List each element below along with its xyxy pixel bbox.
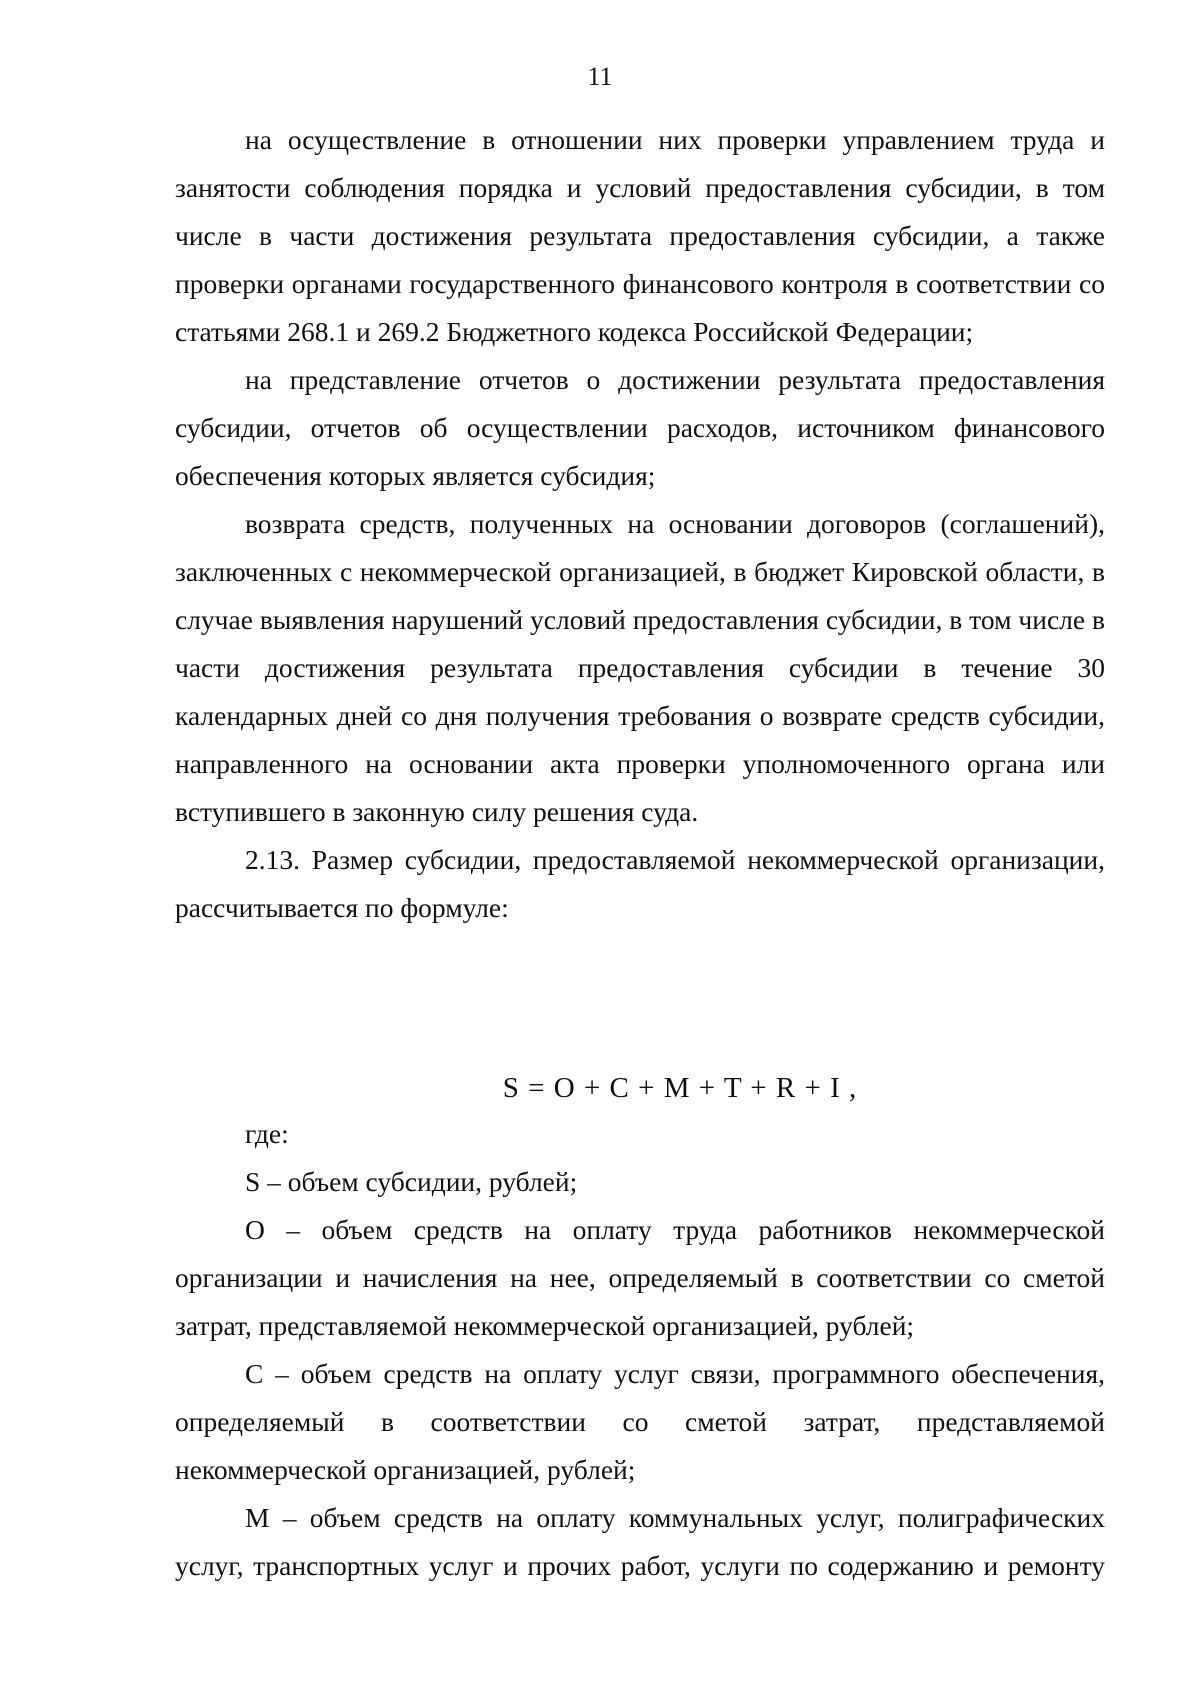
formula-definitions: [175, 1110, 1105, 1590]
definition-o: O – объем средств на оплату труда работников некоммерческой организации и начисления на нее, определяемый в соответствии со сметой затрат, представляемой некоммерческой организацией, рублей;: [175, 1214, 1105, 1341]
paragraph-subsidy-size: 2.13. Размер субсидии, предоставляемой некоммерческой организации, рассчитывается по формуле:: [175, 844, 1105, 923]
paragraph-reports-consent: на представление отчетов о достижении результата предоставления субсидии, отчетов об осуществлении расходов, источником финансового обеспечения которых является субсидия;: [175, 364, 1105, 491]
body-text: [175, 116, 1105, 932]
definitions-intro: где:: [245, 1118, 289, 1149]
paragraph-verification-consent: на осуществление в отношении них проверки управлением труда и занятости соблюдения порядка и условий предоставления субсидии, в том числе в части достижения результата предоставления субсидии, а также проверки органами государственного финансового контроля в соответствии со статьями 268.1 и 269.2 Бюджетного кодекса Российской Федерации;: [175, 124, 1105, 347]
definition-s: S – объем субсидии, рублей;: [245, 1166, 578, 1197]
subsidy-formula: S = O + C + M + T + R + I ,: [502, 1072, 858, 1104]
page-number: 11: [587, 62, 613, 91]
definition-c: C – объем средств на оплату услуг связи, программного обеспечения, определяемый в соответствии со сметой затрат, представляемой некоммерческой организацией, рублей;: [175, 1358, 1105, 1485]
paragraph-refund-obligation: возврата средств, полученных на основании договоров (соглашений), заключенных с некоммерческой организацией, в бюджет Кировской области, в случае выявления нарушений условий предоставления субсидии, в том числе в части достижения результата предоставления субсидии в течение 30 календарных дней со дня получения требования о возврате средств субсидии, направленного на основании акта проверки уполномоченного органа или вступившего в законную силу решения суда.: [175, 508, 1105, 827]
definition-m: M – объем средств на оплату коммунальных услуг, полиграфических услуг, транспортных услуг и прочих работ, услуги по содержанию и ремонту: [175, 1502, 1105, 1581]
